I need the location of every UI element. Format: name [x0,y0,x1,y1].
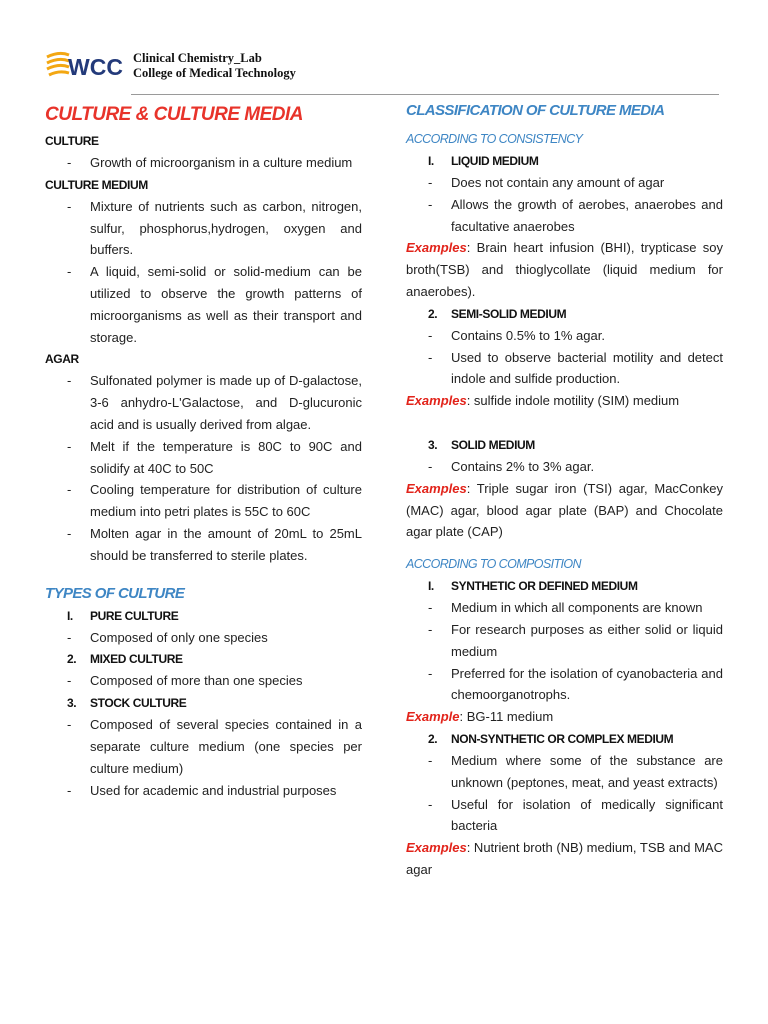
college-name: College of Medical Technology [133,66,296,80]
right-column [406,100,723,881]
heading-synthetic-medium: I. SYNTHETIC OR DEFINED MEDIUM [428,579,638,594]
list-item: - For research purposes as either solid or liquid medium [428,621,723,659]
subtitle-consistency: ACCORDING TO CONSISTENCY [406,132,583,146]
list-item: - Used for academic and industrial purposes [67,782,337,798]
list-item: - Growth of microorganism in a culture medium [67,155,353,170]
heading-liquid-medium: I. LIQUID MEDIUM [428,154,539,168]
list-item: - Composed of only one species [67,629,268,645]
example-synthetic: Example: BG-11 medium [406,709,554,725]
heading-culture: CULTURE [45,134,99,148]
header-divider [131,94,719,95]
list-item: - Melt if the temperature is 80C to 90C and solidify at 40C to 50C [67,438,362,476]
list-item: - Allows the growth of aerobes, anaerobes and facultative anaerobes [428,196,723,234]
heading-mixed-culture: 2. MIXED CULTURE [67,652,183,667]
list-item: - Contains 2% to 3% agar. [428,458,595,474]
list-item: - Mixture of nutrients such as carbon, nitrogen, sulfur, phosphorus,hydrogen, oxygen and buffers. [67,198,362,258]
wcc-logo [45,48,125,82]
heading-semi-solid-medium: 2. SEMI-SOLID MEDIUM [428,306,567,321]
examples-liquid: Examples: Brain heart infusion (BHI), trypticase soy broth(TSB) and thioglycollate (liquid medium for anaerobes). [406,240,723,299]
heading-pure-culture: I. PURE CULTURE [67,608,179,623]
section-title-types: TYPES OF CULTURE [45,584,185,602]
heading-solid-medium: 3. SOLID MEDIUM [428,437,535,452]
examples-semi-solid: Examples: sulfide indole motility (SIM) medium [406,393,680,409]
heading-stock-culture: 3. STOCK CULTURE [67,696,187,711]
course-title: Clinical Chemistry_Lab [133,51,262,65]
examples-non-synthetic: Examples: Nutrient broth (NB) medium, TSB and MAC agar [406,840,723,877]
list-item: - Cooling temperature for distribution of culture medium into petri plates is 55C to 60C [67,482,362,520]
subtitle-composition: ACCORDING TO COMPOSITION [406,557,581,572]
list-item: - Composed of more than one species [67,673,303,689]
heading-non-synthetic-medium: 2. NON-SYNTHETIC OR COMPLEX MEDIUM [428,731,674,746]
section-title-classification: CLASSIFICATION OF CULTURE MEDIA [406,102,665,119]
institution-block [133,51,296,81]
left-column [45,100,362,801]
section-title-culture: CULTURE & CULTURE MEDIA [45,104,303,125]
list-item: - Sulfonated polymer is made up of D-galactose, 3-6 anhydro-L'Galactose, and D-glucuronic acid and is usually derived from algae. [67,373,362,432]
list-item: - Molten agar in the amount of 20mL to 25mL should be transferred to sterile plates. [67,525,362,563]
heading-agar: AGAR [45,352,79,367]
list-item: - Contains 0.5% to 1% agar. [428,327,605,343]
heading-culture-medium: CULTURE MEDIUM [45,177,148,192]
list-item: - Composed of several species contained in a separate culture medium (one species per culture medium) [67,717,362,776]
list-item: - Medium in which all components are known [428,600,703,616]
document-header [45,46,725,86]
list-item: - Preferred for the isolation of cyanobacteria and chemoorganotrophs. [428,665,723,703]
logo-text: WCC [68,54,123,80]
list-item: - Does not contain any amount of agar [428,175,665,190]
examples-solid: Examples: Triple sugar iron (TSI) agar, MacConkey (MAC) agar, blood agar plate (BAP) and Chocolate agar plate (CAP) [406,480,723,540]
list-item: - Useful for isolation of medically significant bacteria [428,796,723,834]
list-item: - Medium where some of the substance are unknown (peptones, meat, and yeast extracts) [428,752,723,790]
list-item: - A liquid, semi-solid or solid-medium can be utilized to observe the growth patterns of microorganisms as well as their transport and storage. [67,264,362,345]
list-item: - Used to observe bacterial motility and detect indole and sulfide production. [428,349,723,387]
